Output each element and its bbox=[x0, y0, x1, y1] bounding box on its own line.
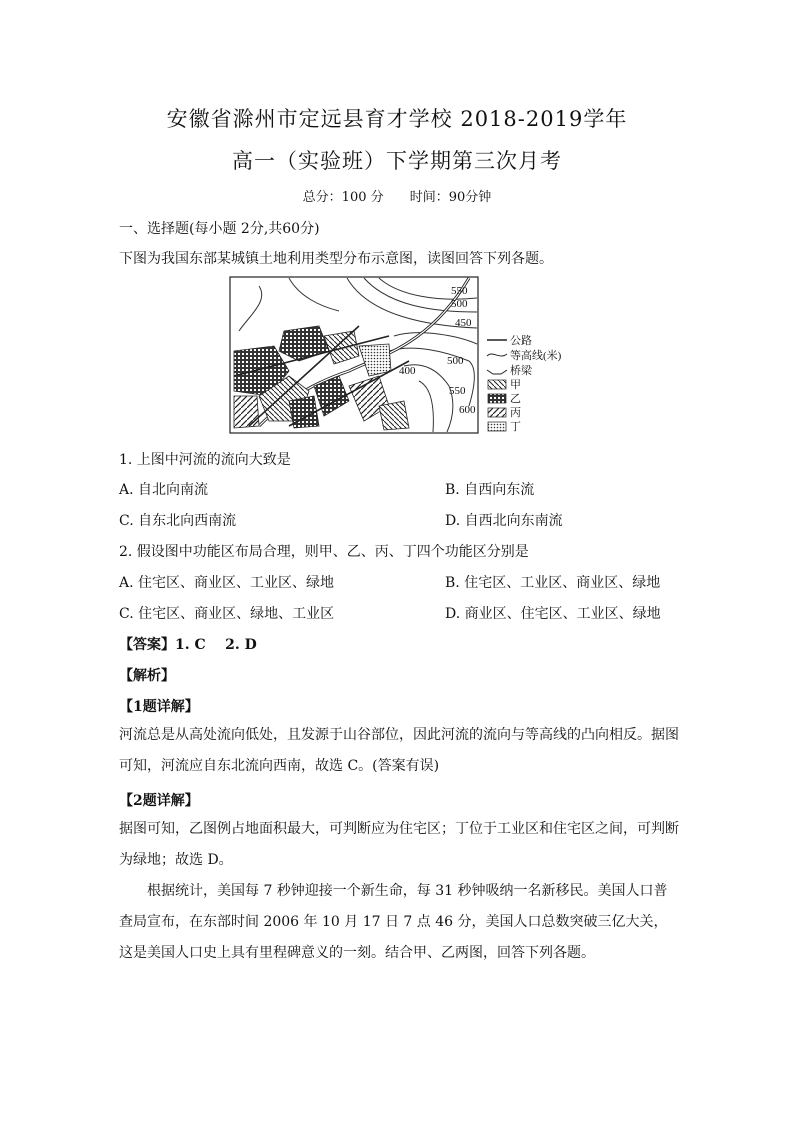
q2-option-a: A. 住宅区、商业区、工业区、绿地 bbox=[119, 575, 335, 591]
answer-line: 【答案】1. C 2. D bbox=[119, 637, 257, 653]
legend-bridge: 桥梁 bbox=[510, 365, 532, 377]
detail-1-heading: 【1题详解】 bbox=[119, 699, 199, 715]
contour-label: 400 bbox=[399, 365, 416, 377]
q1-option-c: C. 自东北向西南流 bbox=[119, 513, 237, 529]
land-use-map bbox=[229, 276, 571, 436]
q2-option-d: D. 商业区、住宅区、工业区、绿地 bbox=[445, 606, 661, 622]
contour-label: 550 bbox=[449, 385, 466, 397]
question-intro: 下图为我国东部某城镇土地利用类型分布示意图，读图回答下列各题。 bbox=[119, 251, 553, 267]
title-line-2: 高一（实验班）下学期第三次月考 bbox=[232, 149, 562, 173]
legend-ding: 丁 bbox=[510, 421, 521, 433]
q2-option-c: C. 住宅区、商业区、绿地、工业区 bbox=[119, 606, 335, 622]
contour-label: 500 bbox=[447, 355, 464, 367]
contour-label: 500 bbox=[451, 298, 468, 310]
contour-label: 550 bbox=[451, 285, 468, 297]
legend-yi: 乙 bbox=[510, 393, 521, 405]
legend-road: 公路 bbox=[510, 335, 532, 347]
q1-option-a: A. 自北向南流 bbox=[119, 482, 209, 498]
passage-paragraph: 根据统计，美国每 7 秒钟迎接一个新生命，每 31 秒钟吸纳一名新移民。美国人口普查局宣布，在东部时间 2006 年 10 月 17 日 7 点 46 分，美国人口总数突破三亿大关，这是美国人口史上具有里程碑意义的一刻。结合甲、乙两图，回答下列各题。 bbox=[119, 883, 668, 961]
contour-label: 600 bbox=[459, 404, 476, 416]
q1-option-d: D. 自西北向东南流 bbox=[445, 513, 563, 529]
title-line-1: 安徽省滁州市定远县育才学校 2018-2019学年 bbox=[166, 107, 628, 131]
q1-option-b: B. 自西向东流 bbox=[445, 482, 535, 498]
question-2-stem: 2. 假设图中功能区布局合理，则甲、乙、丙、丁四个功能区分别是 bbox=[119, 544, 529, 560]
q2-option-b: B. 住宅区、工业区、商业区、绿地 bbox=[445, 575, 661, 591]
legend-contour: 等高线(米) bbox=[510, 350, 562, 362]
detail-2-text: 据图可知，乙图例占地面积最大，可判断应为住宅区；丁位于工业区和住宅区之间，可判断为绿地；故选 D。 bbox=[119, 821, 679, 868]
exam-time: 时间：90分钟 bbox=[409, 190, 492, 205]
question-1-stem: 1. 上图中河流的流向大致是 bbox=[119, 452, 291, 468]
section-heading: 一、选择题(每小题 2分,共60分) bbox=[119, 221, 320, 237]
detail-2-heading: 【2题详解】 bbox=[119, 793, 199, 809]
detail-1-text: 河流总是从高处流向低处，且发源于山谷部位，因此河流的流向与等高线的凸向相反。据图可知，河流应自东北流向西南，故选 C。(答案有误) bbox=[119, 727, 679, 774]
contour-label: 450 bbox=[455, 317, 472, 329]
map-legend bbox=[487, 334, 562, 433]
total-score: 总分：100 分 bbox=[302, 190, 384, 205]
exam-meta bbox=[0, 186, 794, 205]
legend-jia: 甲 bbox=[510, 379, 521, 391]
analysis-heading: 【解析】 bbox=[119, 668, 175, 684]
legend-bing: 丙 bbox=[510, 407, 521, 419]
